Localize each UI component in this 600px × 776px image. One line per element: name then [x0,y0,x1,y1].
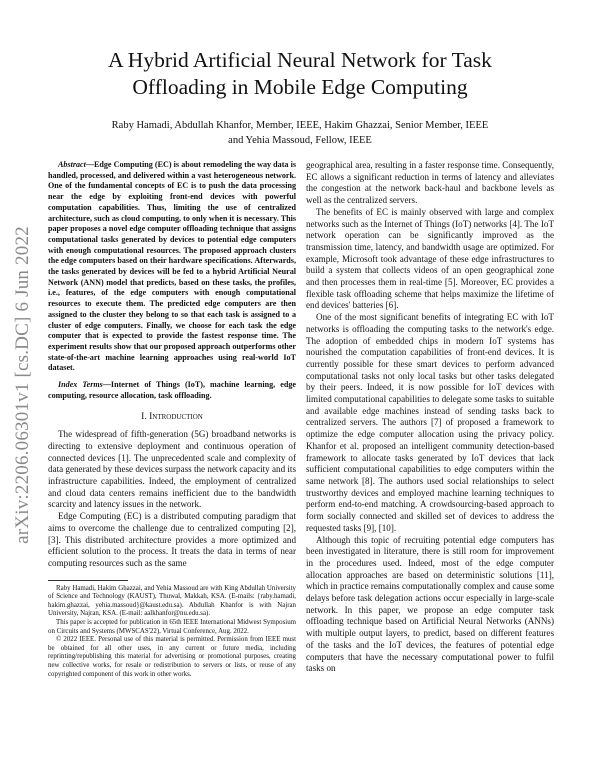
index-terms-text: Internet of Things (IoT), machine learning, edge computing, resource allocation, task offloading. [48,380,296,400]
abstract-label: Abstract [58,160,86,169]
body-paragraph: The benefits of EC is mainly observed with large and complex networks such as the Internet of Things (IoT) networks [4]. The IoT network operation can be significantly improved as the transmission time, latency, and bandwidth usage are optimized. For example, Microsoft took advantage of these edge infrastructures to build a system that collects videos of an open geographical zone and then processes them in real-time [5]. Moreover, EC provides a flexible task offloading scheme that helps maximize the lifetime of end devices' batteries [6]. [306,206,554,311]
footnotes [48,585,296,680]
footnote-copyright: © 2022 IEEE. Personal use of this material is permitted. Permission from IEEE must be obtained for all other uses, in any current or future media, including reprinting/republishing this material for advertising or promotional purposes, creating new collective works, for resale or redistribution to servers or lists, or reuse of any copyrighted component of this work in other works. [48,636,296,678]
author-block [60,118,540,148]
body-paragraph: Edge Computing (EC) is a distributed computing paradigm that aims to overcome the challenge due to centralized computing [2], [3]. This distributed architecture provides a more optimized and efficient solution to the process. It treats the data in terms of near computing resources such as the same [48,511,296,568]
index-terms-label: Index Terms [58,380,103,390]
section-heading-introduction: I. Introduction [141,411,203,423]
footnote-affiliations: Raby Hamadi, Hakim Ghazzai, and Yehia Massoud are with King Abdullah University of Science and Technology (KAUST), Thuwal, Makkah, KSA. (E-mails: {raby.hamadi, hakim.ghazzai, yehia.massoud}@kaust.edu.sa). Abdullah Khanfor is with Najran University, Najran, KSA. (E-mail: aalkhanfor@nu.edu.sa). [48,584,296,618]
abstract-text: Edge Computing (EC) is about remodeling the way data is handled, processed, and delivered within a vast heterogeneous network. One of the fundamental concepts of EC is to push the data processing near the edge by exploiting front-end devices with powerful computation capabilities. Thus, limiting the use of centralized architecture, such as cloud computing, to only when it is necessary. This paper proposes a novel edge computer offloading technique that assigns computational tasks generated by devices to potential edge computers with enough computational resources. The proposed approach clusters the edge computers based on their hardware specifications. Afterwards, the tasks generated by devices will be fed to a hybrid Artificial Neural Network (ANN) model that predicts, based on these tasks, the profiles, i.e., features, of the edge computers with enough computational resources to execute them. The predicted edge computers are then assigned to the cluster they belong to so that each task is assigned to a cluster of edge computers. Finally, we choose for each task the edge computer that is expected to provide the fastest response time. The experiment results show that our proposed approach outperforms other state-of-the-art machine learning approaches using real-world IoT dataset. [48,160,296,373]
arxiv-identifier-text: arXiv:2206.06301v1 [cs.DC] 6 Jun 2022 [12,226,33,544]
body-paragraph: Although this topic of recruiting potential edge computers has been investigated in literature, there is still room for improvement in the procedures used. Indeed, most of the edge computer allocation approaches are based on deterministic solutions [11], which in practice remains computationally complex and cause some delays before task delegation actions occur especially in large-scale network. In this paper, we propose an edge computer task offloading technique based on Artificial Neural Networks (ANNs) with multiple output layers, to predict, based on different features of the tasks and the IoT devices, the features of potential edge computers that have the necessary computational power to fulfil tasks on [306,534,554,674]
author-line-1: Raby Hamadi, Abdullah Khanfor, Member, IEEE, Hakim Ghazzai, Senior Member, IEEE [111,120,489,131]
author-line-2: and Yehia Massoud, Fellow, IEEE [228,135,372,146]
arxiv-identifier-stamp [8,150,38,620]
paper-title: A Hybrid Artificial Neural Network for Task Offloading in Mobile Edge Computing [108,48,492,99]
abstract: Abstract—Edge Computing (EC) is about remodeling the way data is handled, processed, and delivered within a vast heterogeneous network. One of the fundamental concepts of EC is to push the data processing near the edge by exploiting front-end devices with powerful computation capabilities. Thus, limiting the use of centralized architecture, such as cloud computing, to only when it is necessary. This paper proposes a novel edge computer offloading technique that assigns computational tasks generated by devices to potential edge computers with enough computational resources. The proposed approach clusters the edge computers based on their hardware specifications. Afterwards, the tasks generated by devices will be fed to a hybrid Artificial Neural Network (ANN) model that predicts, based on these tasks, the profiles, i.e., features, of the edge computers with enough computational resources to execute them. The predicted edge computers are then assigned to the cluster they belong to so that each task is assigned to a cluster of edge computers. Finally, we choose for each task the edge computer that is expected to provide the fastest response time. The experiment results show that our proposed approach outperforms other state-of-the-art machine learning approaches using real-world IoT dataset. Index Terms—Internet of Things (IoT), machine learning, edge computing, resource allocation, task offloading. [48,160,296,400]
right-column [306,160,554,675]
footnote-divider [48,580,128,581]
body-paragraph: One of the most significant benefits of integrating EC with IoT networks is offloading the computing tasks to the network's edge. The adoption of embedded chips in modern IoT systems has nourished the computation capabilities of front-end devices. It is currently possible for these smart devices to perform advanced computational tasks not only local tasks but other tasks delegated by their peers. Indeed, it is now possible for IoT devices with limited computational capabilities to delegate some tasks to suitable and available edge machines instead of sending tasks back to centralized servers. The authors [7] of proposed a framework to optimize the edge computer allocation using the privacy policy. Khanfor et al. proposed an intelligent community detection-based framework to allocate tasks generated by IoT devices that lack sufficient computational capabilities to edge computers within the same network [8]. The authors used social relationships to select trustworthy devices and employed machine learning techniques to perform end-to-end matching. A crowdsourcing-based approach to form socially connected and skilled set of devices to address the requested tasks [9], [10]. [306,312,554,533]
left-column [48,160,296,679]
body-paragraph: The widespread of fifth-generation (5G) broadband networks is directing to extensive deployment and continuous operation of connected devices [1]. The unprecedented scale and complexity of data generated by these devices surpass the network capacity and its infrastructure capabilities. Indeed, the employment of centralized and cloud data centers remains inefficient due to the bandwidth scarcity and latency issues in the network. [48,429,296,510]
footnote-acceptance: This paper is accepted for publication in 65th IEEE International Midwest Symposium on Circuits and Systems (MWSCAS'22), Virtual Conference, Aug. 2022. [48,618,296,635]
body-paragraph: geographical area, resulting in a faster response time. Consequently, EC allows a significant reduction in terms of latency and alleviates the congestion at the network back-haul and backbone levels as well as the centralized servers. [306,160,554,206]
